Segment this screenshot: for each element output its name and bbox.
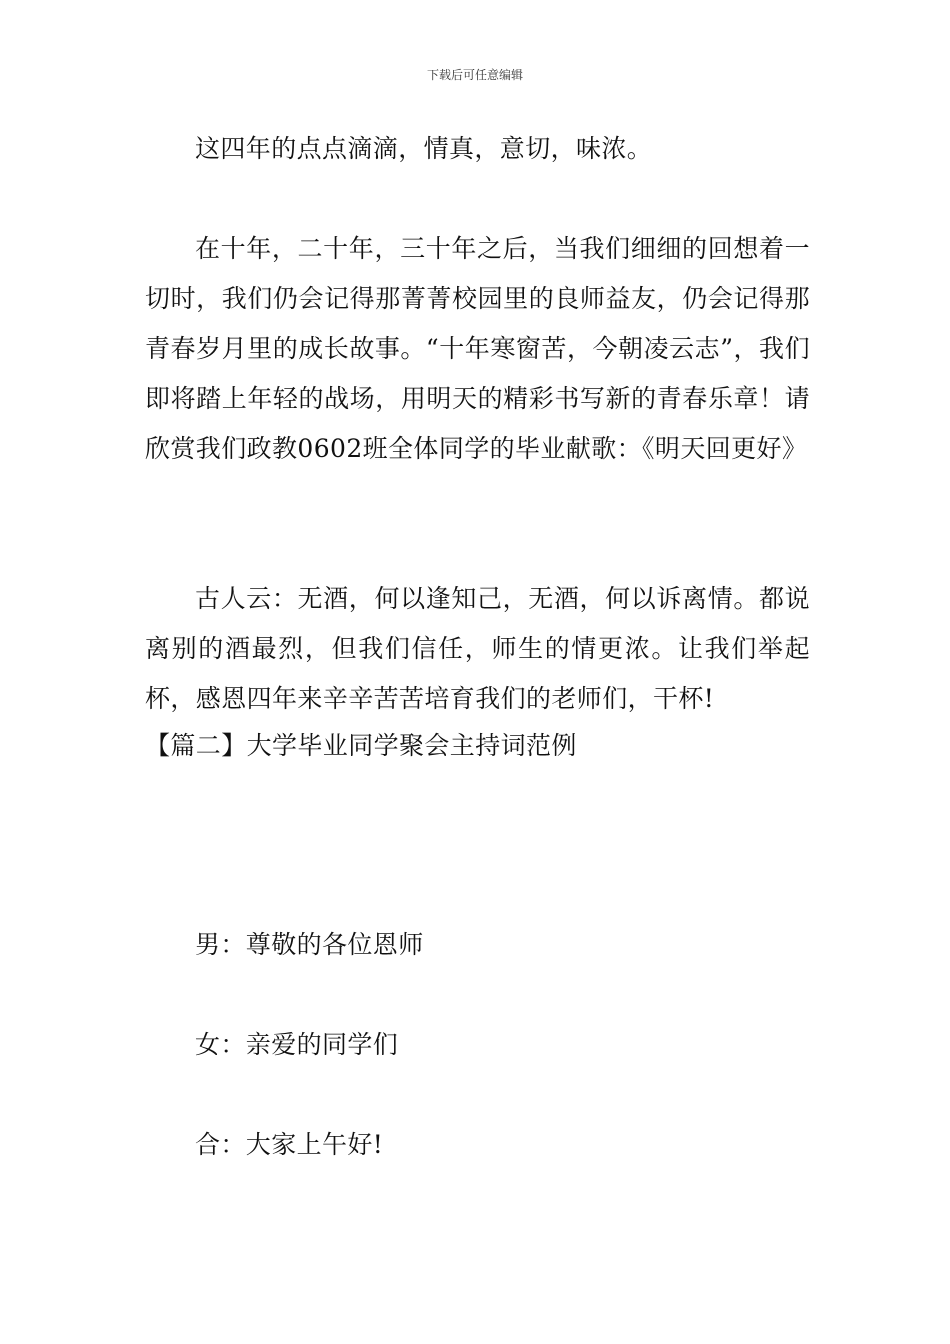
dialogue-line-female: 女：亲爱的同学们 bbox=[195, 1030, 399, 1059]
section-heading: 【篇二】大学毕业同学聚会主持词范例 bbox=[145, 731, 577, 760]
paragraph-3: 古人云：无酒，何以逢知己，无酒，何以诉离情。都说离别的酒最烈，但我们信任，师生的情更浓。让我们举起杯，感恩四年来辛辛苦苦培育我们的老师们，干杯! bbox=[145, 584, 810, 713]
dialogue-line-male: 男：尊敬的各位恩师 bbox=[195, 930, 424, 959]
paragraph-1: 这四年的点点滴滴，情真，意切，味浓。 bbox=[195, 134, 653, 163]
page-header: 下载后可任意编辑 bbox=[426, 68, 523, 82]
dialogue-line-together: 合：大家上午好! bbox=[195, 1130, 384, 1159]
paragraph-2: 在十年，二十年，三十年之后，当我们细细的回想着一切时，我们仍会记得那菁菁校园里的良师益友，仍会记得那青春岁月里的成长故事。“十年寒窗苦，今朝凌云志”，我们即将踏上年轻的战场，用明天的精彩书写新的青春乐章！请欣赏我们政教0602班全体同学的毕业献歌：《明天回更好》 bbox=[145, 234, 810, 463]
